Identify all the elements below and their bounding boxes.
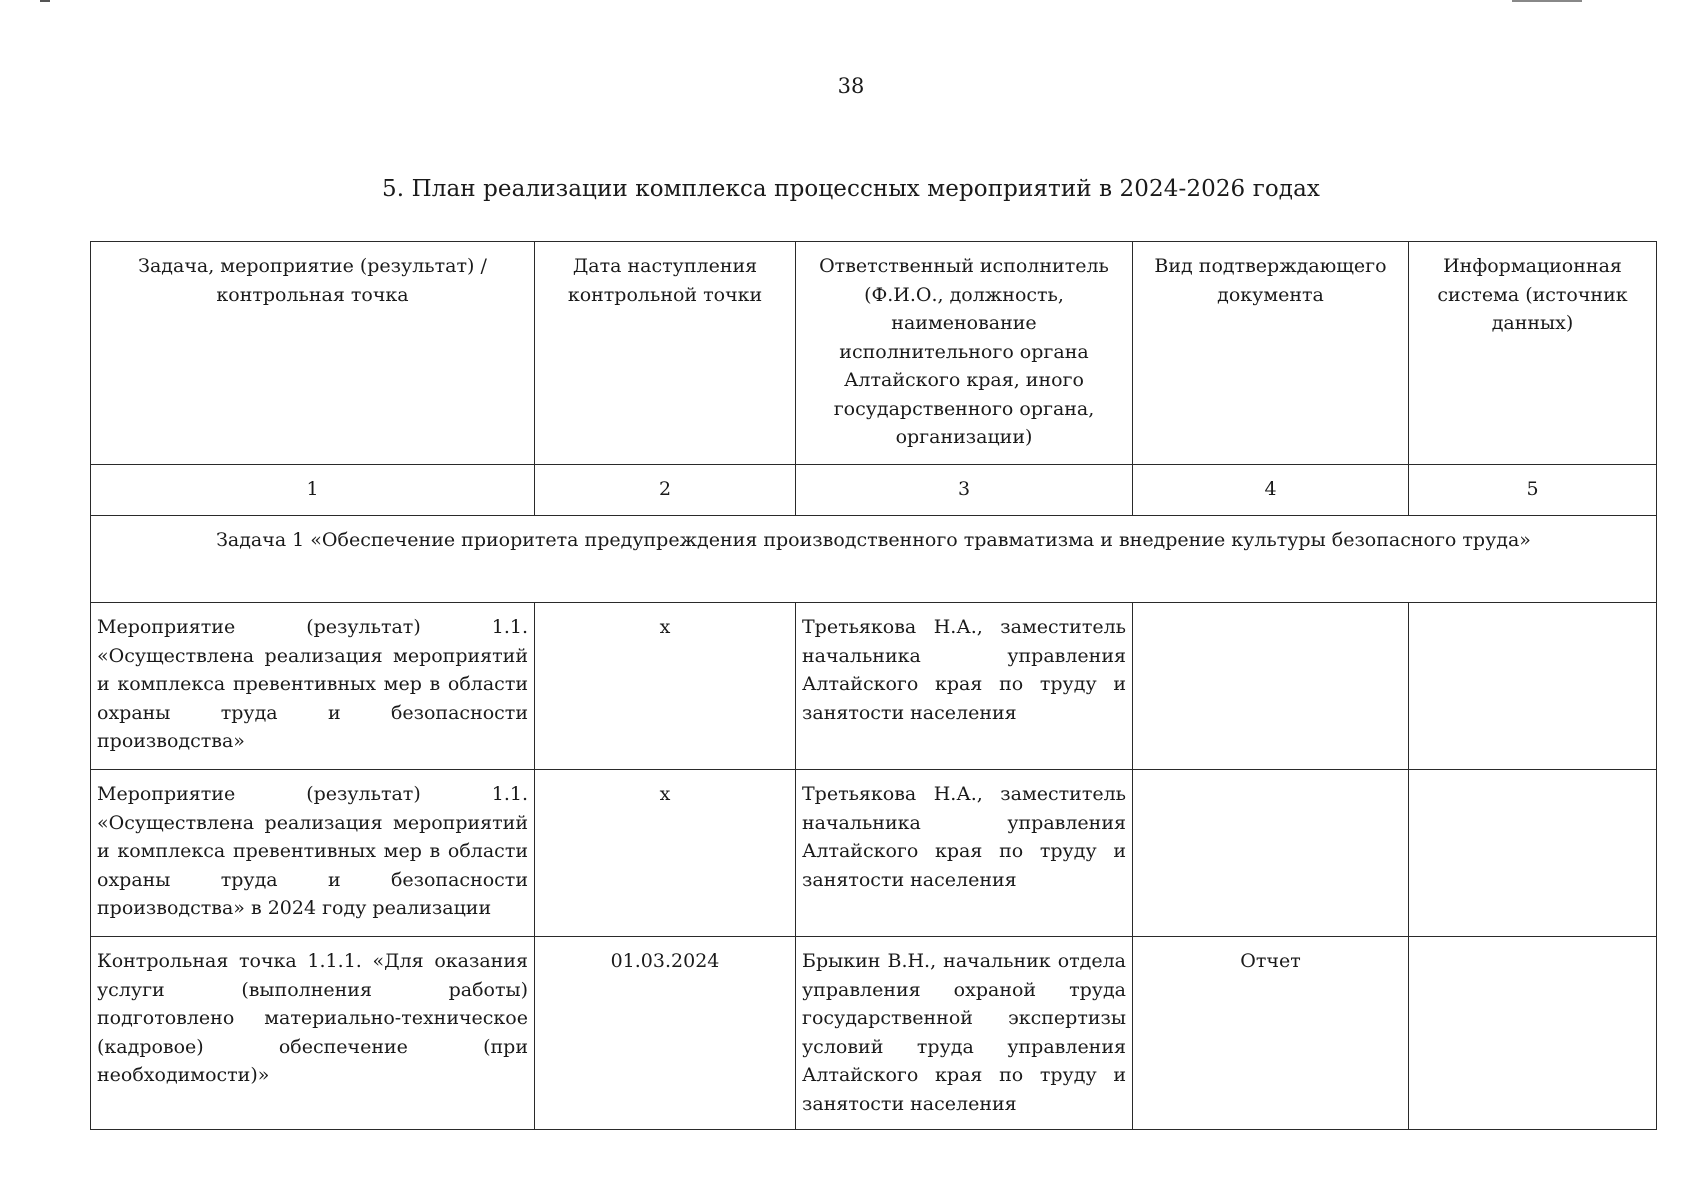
row-date: x — [535, 770, 796, 937]
row-document — [1133, 603, 1409, 770]
table-row — [91, 603, 1657, 770]
row-item: Контрольная точка 1.1.1. «Для оказания услуги (выполнения работы) подготовлено материально-техническое (кадровое) обеспечение (при необходимости)» — [91, 937, 535, 1130]
page-title: 5. План реализации комплекса процессных мероприятий в 2024-2026 годах — [382, 176, 1320, 202]
table-row — [91, 770, 1657, 937]
task-row — [91, 516, 1657, 603]
row-system — [1409, 770, 1657, 937]
column-number: 3 — [796, 465, 1133, 516]
row-date: 01.03.2024 — [535, 937, 796, 1130]
row-responsible: Третьякова Н.А., заместитель начальника управления Алтайского края по труду и занятости населения — [796, 603, 1133, 770]
task-title: Задача 1 «Обеспечение приоритета предупреждения производственного травматизма и внедрение культуры безопасного труда» — [91, 516, 1657, 603]
scan-mark-right — [1512, 0, 1582, 2]
scan-mark-left — [40, 0, 50, 2]
header-row — [91, 242, 1657, 465]
page-number: 38 — [837, 74, 865, 98]
header-date: Дата наступления контрольной точки — [535, 242, 796, 465]
table-row — [91, 937, 1657, 1130]
row-item: Мероприятие (результат) 1.1. «Осуществлена реализация мероприятий и комплекса превентивных мер в области охраны труда и безопасности производства» — [91, 603, 535, 770]
header-responsible: Ответственный исполнитель (Ф.И.О., должность, наименование исполнительного органа Алтайского края, иного государственного органа, организации) — [796, 242, 1133, 465]
column-number-row — [91, 465, 1657, 516]
row-responsible: Брыкин В.Н., начальник отдела управления охраной труда государственной экспертизы условий труда управления Алтайского края по труду и занятости населения — [796, 937, 1133, 1130]
row-system — [1409, 937, 1657, 1130]
row-item: Мероприятие (результат) 1.1. «Осуществлена реализация мероприятий и комплекса превентивных мер в области охраны труда и безопасности производства» в 2024 году реализации — [91, 770, 535, 937]
row-date: x — [535, 603, 796, 770]
header-task: Задача, мероприятие (результат) / контрольная точка — [91, 242, 535, 465]
row-document — [1133, 770, 1409, 937]
row-responsible: Третьякова Н.А., заместитель начальника управления Алтайского края по труду и занятости населения — [796, 770, 1133, 937]
column-number: 4 — [1133, 465, 1409, 516]
column-number: 2 — [535, 465, 796, 516]
header-document: Вид подтверждающего документа — [1133, 242, 1409, 465]
implementation-plan-table — [90, 241, 1657, 1130]
column-number: 1 — [91, 465, 535, 516]
column-number: 5 — [1409, 465, 1657, 516]
row-document: Отчет — [1133, 937, 1409, 1130]
header-system: Информационная система (источник данных) — [1409, 242, 1657, 465]
row-system — [1409, 603, 1657, 770]
